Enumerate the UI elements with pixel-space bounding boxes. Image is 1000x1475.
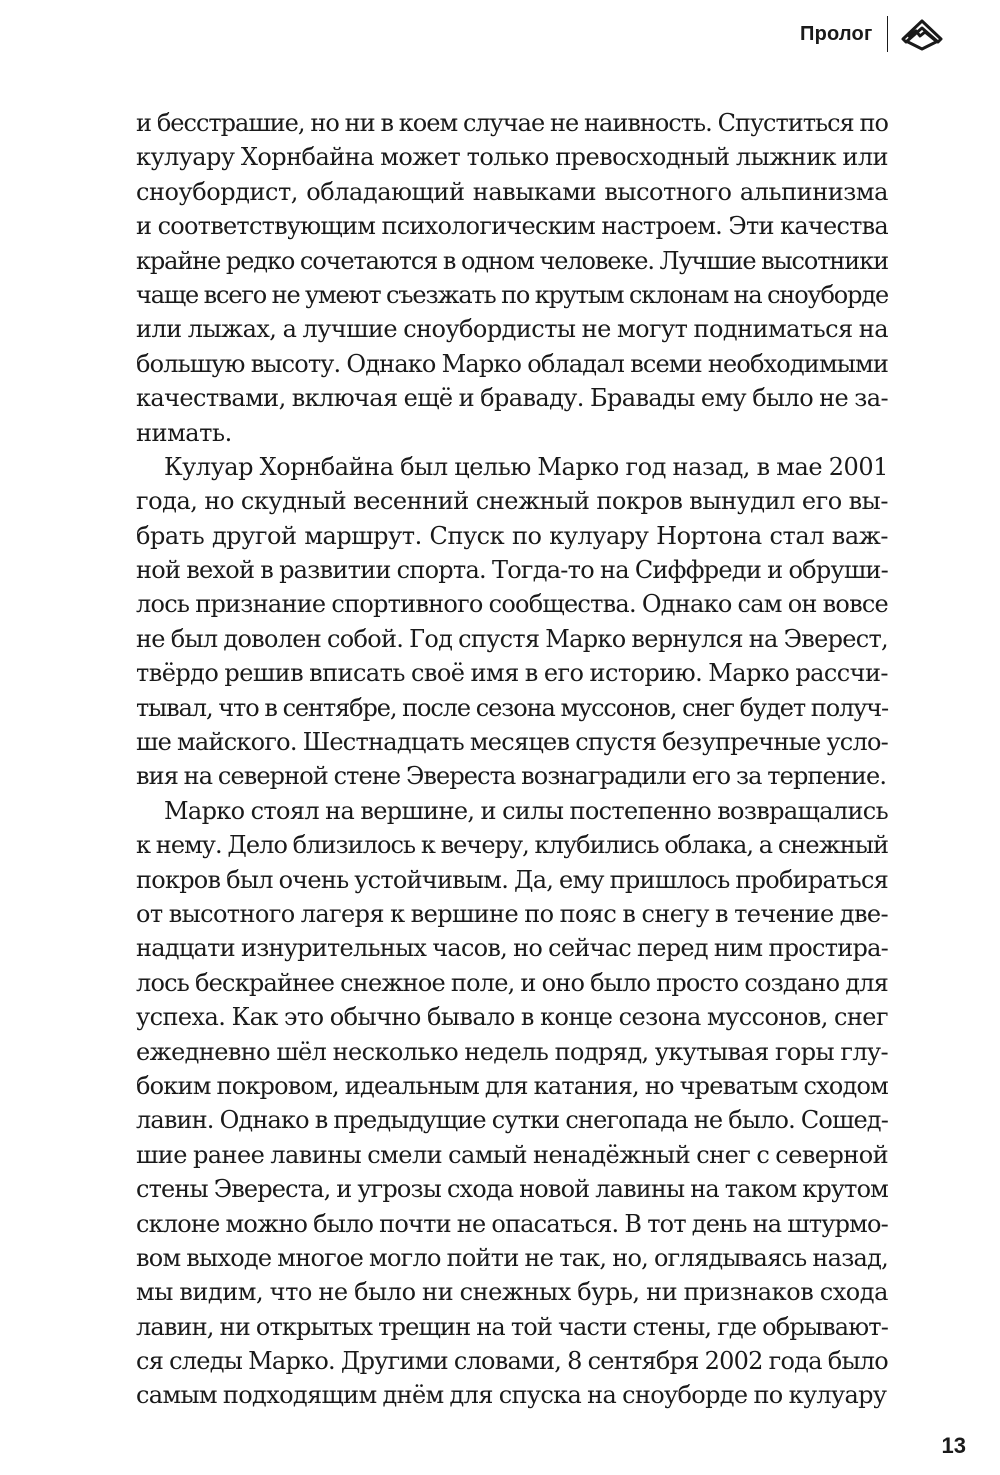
- text-line: и соответствующим психологическим настроем. Эти качества: [136, 212, 888, 241]
- paragraph: [136, 450, 888, 794]
- text-line: сноубордист, обладающий навыками высотного альпинизма: [136, 177, 888, 206]
- text-line: вия на северной стене Эвереста вознаградили его за терпение.: [136, 762, 887, 791]
- text-line: успеха. Как это обычно бывало в конце сезона муссонов, снег: [136, 1003, 888, 1032]
- text-line: ежедневно шёл несколько недель подряд, укутывая горы глу-: [136, 1037, 888, 1066]
- section-title: Пролог: [800, 22, 873, 45]
- text-line: качествами, включая ещё и браваду. Бравады ему было не за-: [136, 384, 888, 413]
- text-line: вом выходе многое могло пойти не так, но, оглядываясь назад,: [136, 1243, 888, 1272]
- text-line: шие ранее лавины смели самый ненадёжный снег с северной: [136, 1140, 889, 1169]
- text-line: большую высоту. Однако Марко обладал всеми необходимыми: [136, 349, 888, 378]
- page-number: 13: [941, 1433, 966, 1458]
- text-line: тывал, что в сентябре, после сезона муссонов, снег будет получ-: [136, 693, 888, 722]
- text-line: покров был очень устойчивым. Да, ему пришлось пробираться: [136, 865, 889, 894]
- body-text: [136, 106, 888, 1413]
- text-line: к нему. Дело близилось к вечеру, клубились облака, а снежный: [136, 831, 888, 860]
- text-line: Кулуар Хорнбайна был целью Марко год назад, в мае 2001: [164, 452, 888, 481]
- text-line: чаще всего не умеют съезжать по крутым склонам на сноуборде: [136, 280, 888, 309]
- header-divider: [887, 16, 889, 52]
- text-line: и бесстрашие, но ни в коем случае не наивность. Спуститься по: [136, 109, 888, 137]
- text-line: надцати изнурительных часов, но сейчас перед ним простира-: [136, 934, 888, 963]
- text-line: кулуару Хорнбайна может только превосходный лыжник или: [136, 143, 888, 172]
- text-line: ся следы Марко. Другими словами, 8 сентября 2002 года было: [136, 1347, 888, 1376]
- text-line: лось бескрайнее снежное поле, и оно было просто создано для: [136, 968, 888, 997]
- text-line: нимать.: [136, 418, 232, 447]
- text-line: твёрдо решив вписать своё имя в его историю. Марко рассчи-: [136, 659, 888, 688]
- text-line: самым подходящим днём для спуска на сноуборде по кулуару: [136, 1381, 887, 1410]
- text-line: мы видим, что не было ни снежных бурь, ни признаков схода: [136, 1278, 888, 1307]
- running-header: [800, 14, 944, 54]
- text-line: Марко стоял на вершине, и силы постепенно возвращались: [164, 796, 888, 825]
- text-line: лавин. Однако в предыдущие сутки снегопада не было. Сошед-: [136, 1106, 888, 1135]
- text-line: или лыжах, а лучшие сноубордисты не могут подниматься на: [136, 315, 888, 344]
- paragraph: [136, 106, 888, 450]
- text-line: брать другой маршрут. Спуск по кулуару Нортона стал важ-: [136, 521, 888, 550]
- mountain-logo-icon: [900, 17, 944, 51]
- text-line: года, но скудный весенний снежный покров вынудил его вы-: [136, 487, 888, 516]
- text-line: крайне редко сочетаются в одном человеке. Лучшие высотники: [136, 246, 888, 275]
- text-line: боким покровом, идеальным для катания, но чреватым сходом: [136, 1071, 888, 1100]
- text-line: склоне можно было почти не опасаться. В тот день на штурмо-: [136, 1209, 888, 1238]
- text-line: ше майского. Шестнадцать месяцев спустя безупречные усло-: [136, 728, 888, 757]
- paragraph: [136, 794, 888, 1413]
- text-line: стены Эвереста, и угрозы схода новой лавины на таком крутом: [136, 1175, 888, 1204]
- text-line: лось признание спортивного сообщества. Однако сам он вовсе: [136, 590, 888, 619]
- text-line: не был доволен собой. Год спустя Марко вернулся на Эверест,: [136, 624, 888, 653]
- text-line: ной вехой в развитии спорта. Тогда-то на Сиффреди и обруши-: [136, 556, 888, 585]
- text-line: лавин, ни открытых трещин на той части стены, где обрывают-: [136, 1312, 888, 1341]
- text-line: от высотного лагеря к вершине по пояс в снегу в течение две-: [136, 899, 888, 928]
